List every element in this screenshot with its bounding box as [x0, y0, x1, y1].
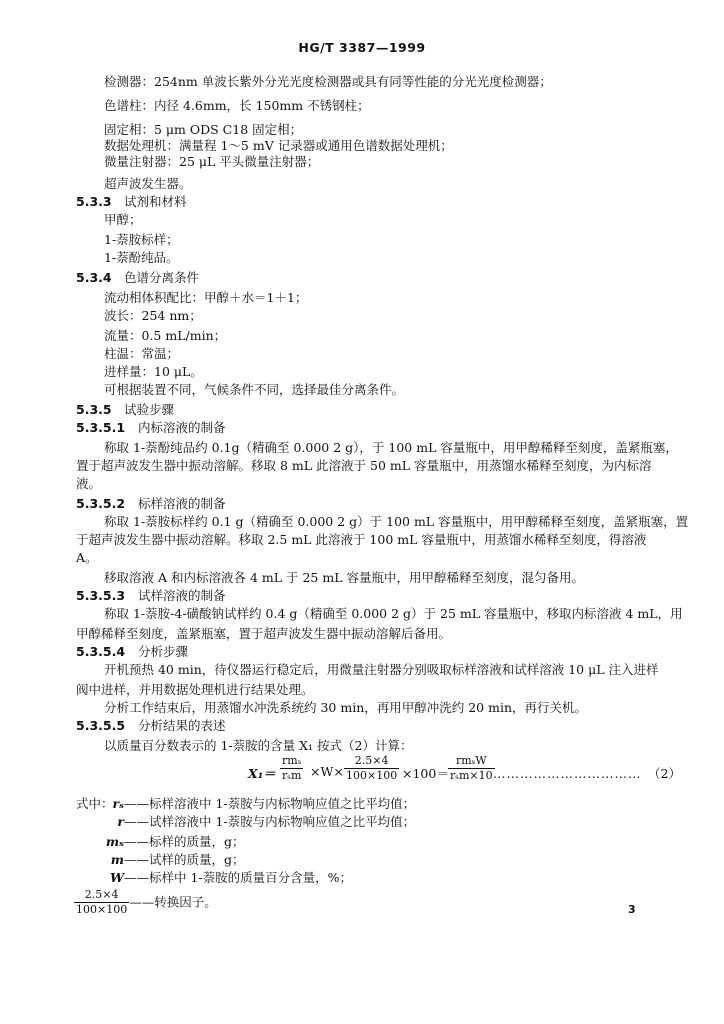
- paragraph-line: 于超声波发生器中振动溶解。移取 2.5 mL 此溶液于 100 mL 容量瓶中，用蒸馏水稀释至刻度，得溶液: [76, 532, 647, 547]
- reagent-item: 1-萘胺标样；: [104, 232, 179, 247]
- section-heading-5-3-5-3: [76, 588, 226, 604]
- section-number: 5.3.5.2: [76, 496, 126, 511]
- section-title: 试剂和材料: [124, 194, 187, 209]
- definition-text: ——标样中 1-萘胺的质量百分含量，%；: [124, 870, 353, 885]
- fraction-denominator: rₛm×10: [450, 769, 493, 782]
- definition-symbol: mₛ: [105, 834, 124, 849]
- factor-definition: [74, 888, 217, 917]
- section-title: 分析步骤: [138, 644, 189, 659]
- paragraph-line: 液。: [76, 476, 102, 491]
- item-ultrasonic: 超声波发生器。: [104, 176, 192, 191]
- definition-row: [104, 814, 415, 830]
- formula-lhs: X₁＝: [248, 766, 276, 781]
- fraction-denominator: 100×100: [346, 769, 398, 782]
- definition-text: ——试样的质量，g；: [124, 852, 245, 867]
- definition-text: ——标样的质量，g；: [124, 834, 245, 849]
- section-number: 5.3.5.1: [76, 420, 126, 435]
- condition-note: 可根据装置不同，气候条件不同，选择最佳分离条件。: [104, 382, 405, 397]
- fraction-1: [280, 754, 303, 783]
- item-syringe: 微量注射器：25 μL 平头微量注射器；: [104, 154, 320, 169]
- section-number: 5.3.5: [76, 402, 112, 417]
- paragraph-line: 置于超声波发生器中振动溶解。移取 8 mL 此溶液于 50 mL 容量瓶中，用蒸馏水稀释至刻度，为内标溶: [76, 458, 652, 473]
- equation-number: （2）: [648, 766, 681, 781]
- paragraph-line: 称取 1-萘酚纯品约 0.1g（精确至 0.000 2 g），于 100 mL 容量瓶中，用甲醇稀释至刻度，盖紧瓶塞，: [104, 440, 678, 455]
- item-stationary-phase: 固定相：5 μm ODS C18 固定相；: [104, 122, 303, 137]
- definition-text: ——试样溶液中 1-萘胺与内标物响应值之比平均值；: [124, 814, 416, 829]
- page-header: HG/T 3387—1999: [298, 40, 426, 55]
- page-number: 3: [628, 903, 636, 916]
- paragraph-line: A。: [76, 550, 98, 565]
- section-number: 5.3.5.5: [76, 718, 126, 733]
- section-number: 5.3.5.4: [76, 644, 126, 659]
- item-column: 色谱柱：内径 4.6mm，长 150mm 不锈钢柱；: [104, 98, 370, 113]
- section-title: 色谱分离条件: [124, 270, 200, 285]
- definition-row: [104, 870, 352, 886]
- definition-row: [104, 852, 245, 868]
- section-heading-5-3-5: [76, 402, 174, 418]
- leader-dots: ……………………………: [493, 766, 642, 781]
- condition-item: 进样量：10 μL。: [104, 364, 203, 379]
- fraction-numerator: 2.5×4: [344, 754, 399, 769]
- fraction-denominator: 100×100: [76, 903, 128, 916]
- condition-item: 流动相体积配比：甲醇＋水＝1＋1；: [104, 290, 308, 305]
- item-data-processor: 数据处理机：满量程 1～5 mV 记录器或通用色谱数据处理机；: [104, 138, 453, 153]
- fraction-denominator: rₛm: [282, 769, 302, 782]
- formula-operator: ×100＝: [402, 766, 449, 781]
- reagent-item: 甲醇；: [104, 212, 142, 227]
- section-number: 5.3.5.3: [76, 588, 126, 603]
- paragraph-line: 以质量百分数表示的 1-萘胺的含量 X₁ 按式（2）计算：: [104, 738, 413, 753]
- section-heading-5-3-4: [76, 270, 199, 286]
- definition-row: [104, 796, 415, 812]
- definition-row: [104, 834, 245, 850]
- definition-text: ——转换因子。: [129, 894, 217, 910]
- definition-symbol: m: [110, 852, 124, 867]
- section-number: 5.3.4: [76, 270, 112, 285]
- section-title: 试验步骤: [124, 402, 175, 417]
- definition-symbol: rₛ: [112, 796, 124, 811]
- paragraph-line: 开机预热 40 min，待仪器运行稳定后，用微量注射器分别吸取标样溶液和试样溶液 10 μL 注入进样: [104, 662, 659, 677]
- paragraph-line: 甲醇稀释至刻度，盖紧瓶塞，置于超声波发生器中振动溶解后备用。: [76, 626, 452, 641]
- formula-operator: ×W×: [310, 764, 344, 779]
- section-title: 试样溶液的制备: [138, 588, 226, 603]
- equation-2: [96, 754, 696, 794]
- section-number: 5.3.3: [76, 194, 112, 209]
- reagent-item: 1-萘酚纯品。: [104, 250, 179, 265]
- section-title: 标样溶液的制备: [138, 496, 226, 511]
- section-heading-5-3-5-4: [76, 644, 188, 660]
- where-label: 式中：: [76, 796, 114, 811]
- item-detector: 检测器：254nm 单波长紫外分光光度检测器或具有同等性能的分光光度检测器；: [104, 74, 552, 89]
- definition-symbol: r: [117, 814, 124, 829]
- section-heading-5-3-5-1: [76, 420, 226, 436]
- section-heading-5-3-5-2: [76, 496, 226, 512]
- paragraph-line: 分析工作结束后，用蒸馏水冲洗系统约 30 min，再用甲醇冲洗约 20 min，再行关机。: [104, 700, 588, 715]
- section-title: 内标溶液的制备: [138, 420, 226, 435]
- paragraph-line: 移取溶液 A 和内标溶液各 4 mL 于 25 mL 容量瓶中，用甲醇稀释至刻度，混匀备用。: [104, 570, 584, 585]
- condition-item: 波长：254 nm；: [104, 308, 202, 323]
- paragraph-line: 称取 1-萘胺标样约 0.1 g（精确至 0.000 2 g）于 100 mL 容量瓶中，用甲醇稀释至刻度，盖紧瓶塞，置: [104, 514, 689, 529]
- condition-item: 流量：0.5 mL/min；: [104, 328, 227, 343]
- fraction-numerator: 2.5×4: [74, 888, 129, 903]
- fraction-2: [344, 754, 399, 783]
- definition-text: ——标样溶液中 1-萘胺与内标物响应值之比平均值；: [124, 796, 416, 811]
- section-heading-5-3-3: [76, 194, 187, 210]
- paragraph-line: 阀中进样，并用数据处理机进行结果处理。: [76, 682, 314, 697]
- fraction-3: [448, 754, 495, 783]
- section-title: 分析结果的表述: [138, 718, 226, 733]
- paragraph-line: 称取 1-萘胺-4-磺酸钠试样约 0.4 g（精确至 0.000 2 g）于 25 mL 容量瓶中，移取内标溶液 4 mL，用: [104, 606, 683, 621]
- fraction-numerator: rmₛ: [282, 754, 302, 767]
- condition-item: 柱温：常温；: [104, 346, 180, 361]
- section-heading-5-3-5-5: [76, 718, 226, 734]
- fraction-numerator: rmₛW: [448, 754, 495, 769]
- definition-symbol: W: [109, 870, 124, 885]
